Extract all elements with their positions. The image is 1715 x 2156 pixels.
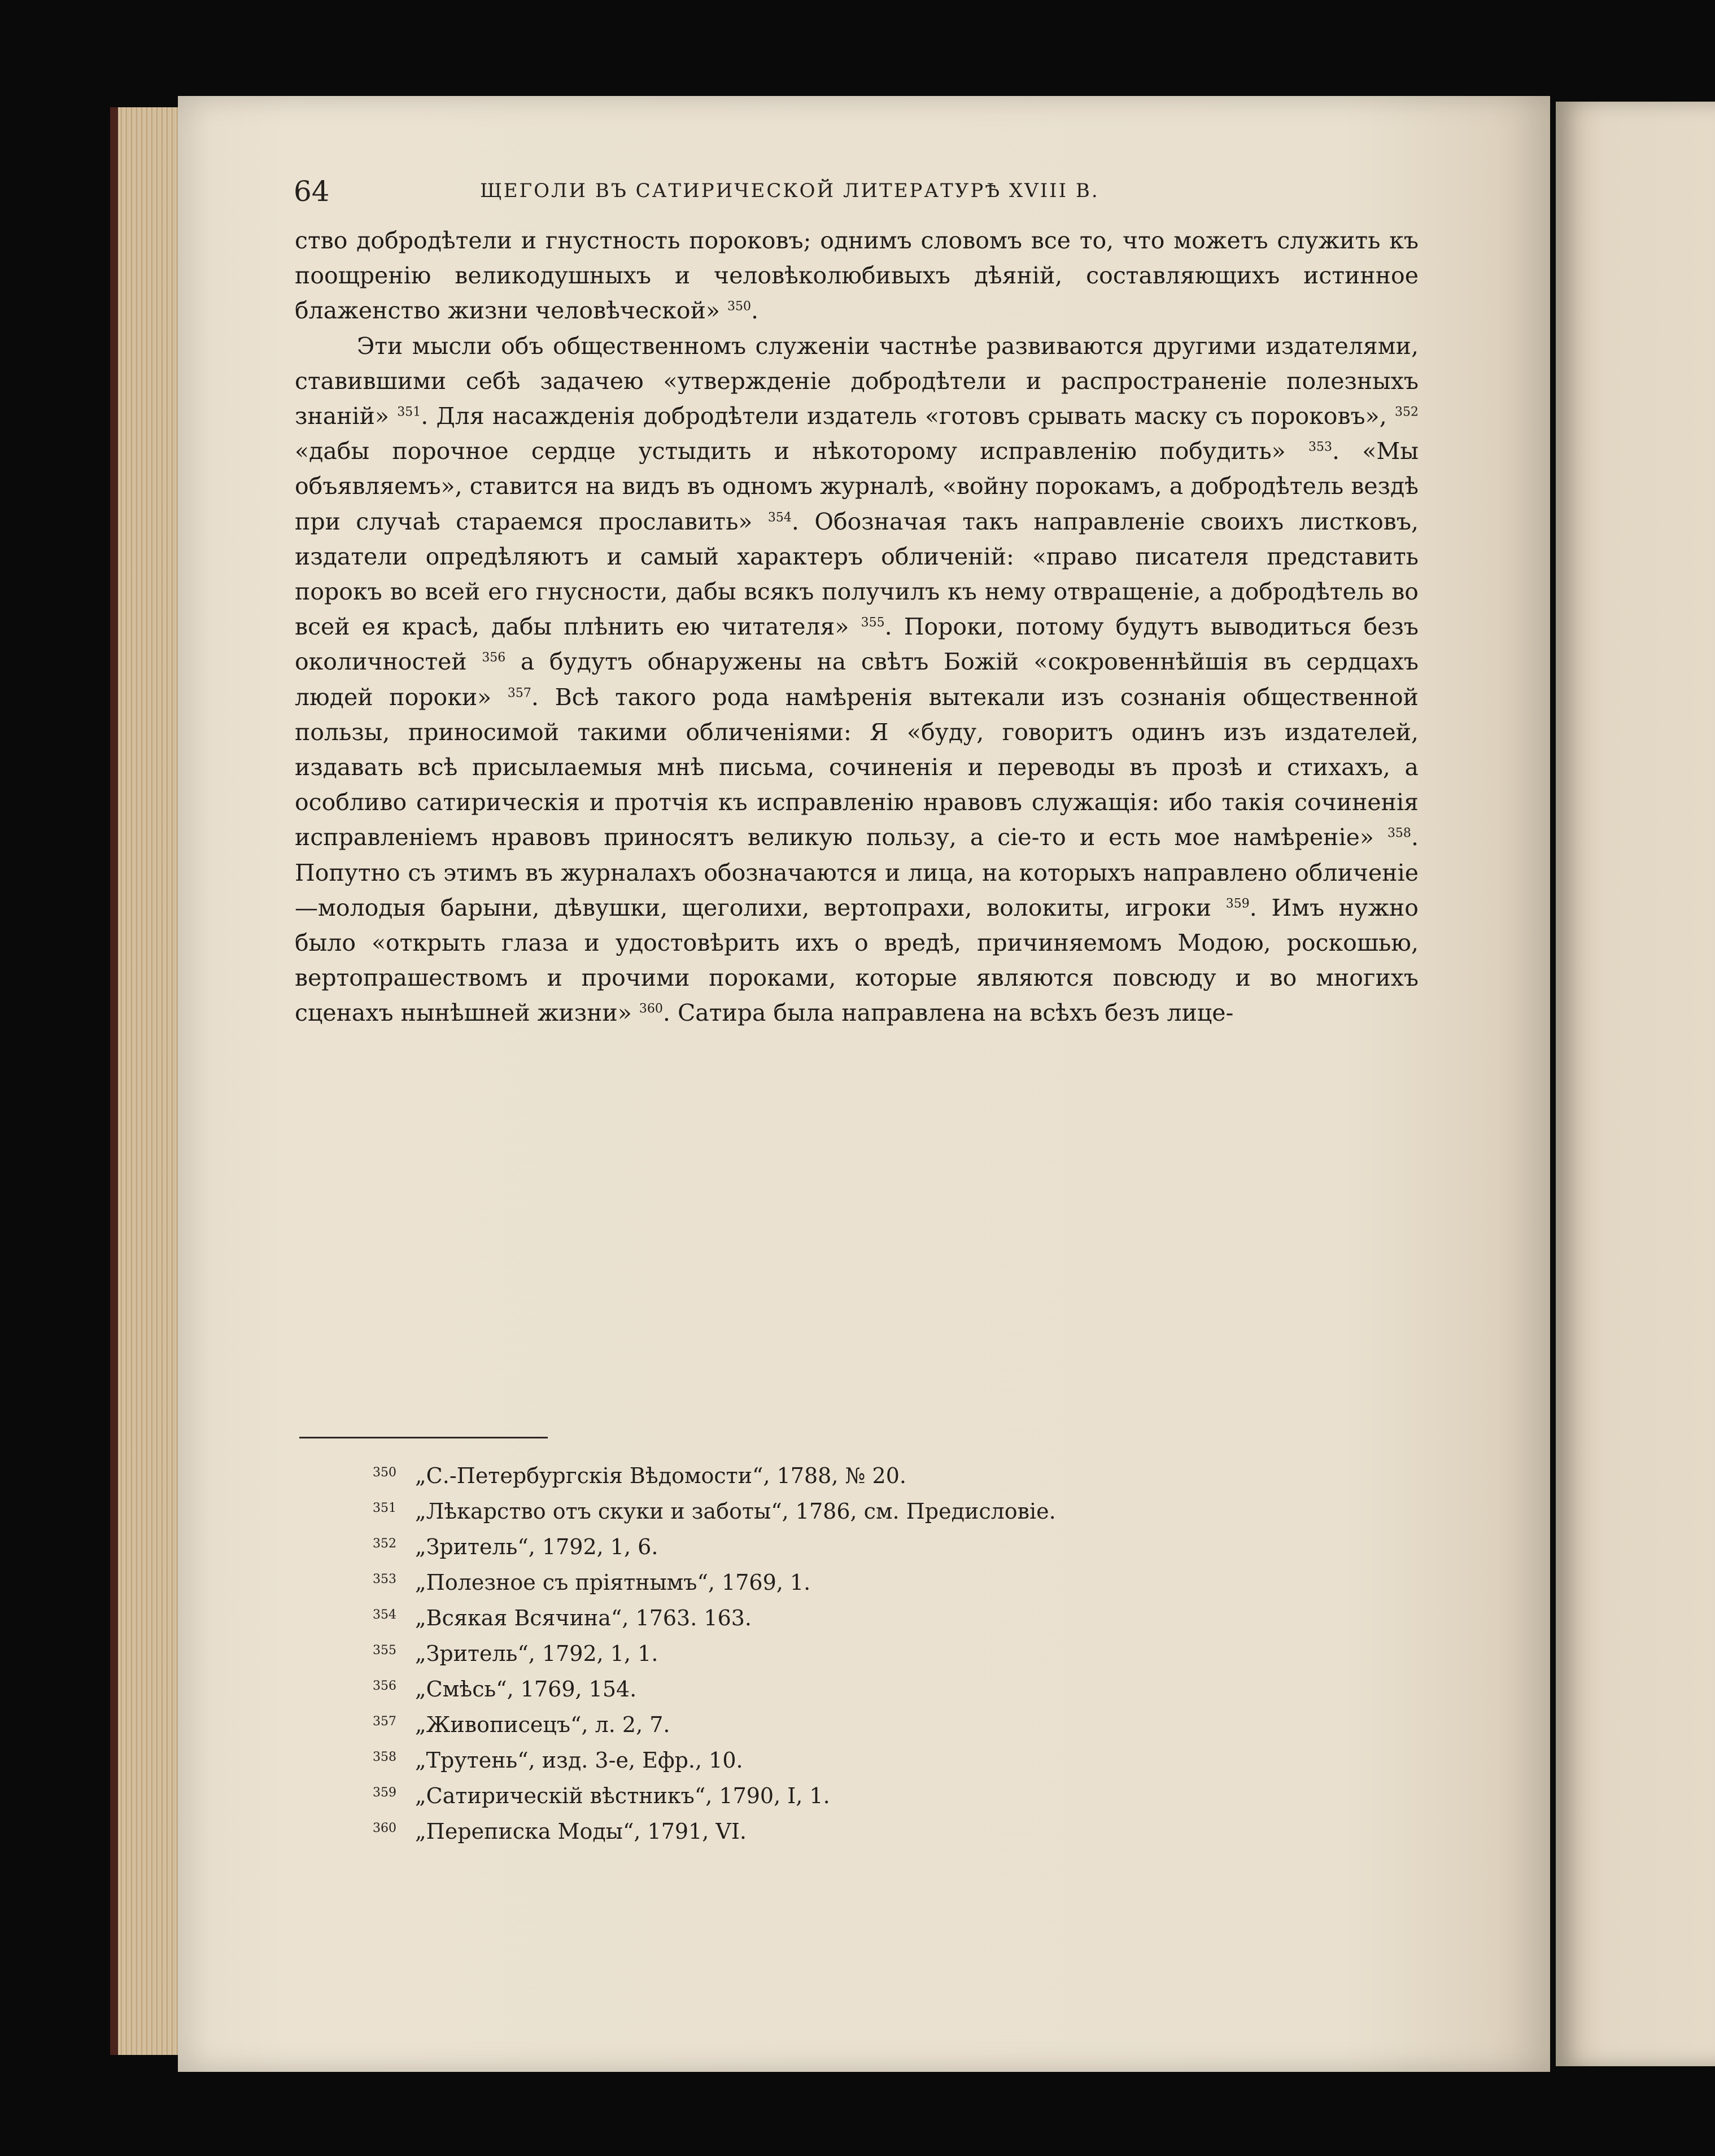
paragraph-text: ство добродѣтели и гнустность пороковъ; однимъ словомъ все то, что можетъ служить къ поощренію великодушныхъ и человѣколюбивыхъ дѣяній, составляющихъ истинное блаженство жизни человѣческой» bbox=[295, 227, 1419, 325]
paragraph-text: . Обозначая такъ направленіе своихъ листковъ, издатели опредѣляютъ и самый характеръ обличеній: «право писателя представить порокъ во всей его гнусности, дабы всякъ получилъ къ нему отвращеніе, а добродѣтель во всей ея красѣ, дабы плѣнить ею читателя» bbox=[295, 508, 1419, 641]
paragraph-text: . Имъ нужно было «открыть глаза и удостовѣрить ихъ о вредѣ, причиняемомъ Модою, роскошью, вертопрашествомъ и прочими пороками, которые являются повсюду и во многихъ сценахъ нынѣшней жизни» bbox=[295, 894, 1419, 1027]
footnote-ref: 356 bbox=[482, 650, 506, 665]
footnote-ref: 357 bbox=[507, 685, 531, 700]
footnote-text: „Лѣкарство отъ скуки и заботы“, 1786, см. Предисловіе. bbox=[415, 1499, 1056, 1524]
footnote-number: 355 bbox=[373, 1643, 396, 1658]
footnote-ref: 358 bbox=[1387, 826, 1411, 841]
footnote-text: „Живописецъ“, л. 2, 7. bbox=[415, 1712, 670, 1737]
paragraph bbox=[295, 329, 1419, 1031]
footnote-number: 351 bbox=[373, 1501, 396, 1515]
facing-page-edge bbox=[1556, 102, 1715, 2066]
paragraph-text: а будутъ обнаружены на свѣтъ Божій «сокровеннѣйшія въ сердцахъ людей пороки» bbox=[295, 648, 1419, 711]
footnote-ref: 359 bbox=[1225, 896, 1250, 911]
footnote-text: „Полезное съ пріятнымъ“, 1769, 1. bbox=[415, 1570, 811, 1595]
running-head: ЩЕГОЛИ ВЪ САТИРИЧЕСКОЙ ЛИТЕРАТУРѢ XVIII В. bbox=[480, 180, 1099, 202]
footnote-number: 356 bbox=[373, 1679, 396, 1693]
footnote-number: 354 bbox=[373, 1608, 396, 1622]
footnote-ref: 353 bbox=[1308, 440, 1332, 454]
body-text bbox=[295, 223, 1419, 1031]
paragraph-text: «дабы порочное сердце устыдить и нѣкоторому исправленію побудить» bbox=[295, 438, 1286, 465]
footnote bbox=[373, 1528, 1220, 1563]
page-header bbox=[294, 175, 1231, 215]
footnote-number: 352 bbox=[373, 1537, 396, 1551]
footnote bbox=[373, 1457, 1220, 1492]
footnotes bbox=[373, 1457, 1220, 1848]
footnote-number: 360 bbox=[373, 1821, 396, 1835]
footnote-ref: 355 bbox=[861, 615, 885, 630]
footnote-number: 357 bbox=[373, 1715, 396, 1729]
footnote bbox=[373, 1812, 1220, 1848]
footnote-rule bbox=[299, 1437, 548, 1438]
footnote-ref: 351 bbox=[397, 405, 421, 419]
footnote-ref: 350 bbox=[727, 299, 752, 314]
footnote-text: „Сатирическій вѣстникъ“, 1790, I, 1. bbox=[415, 1783, 830, 1808]
paragraph-text: . Попутно съ этимъ въ журналахъ обозначаются и лица, на которыхъ направлено обличеніе—молодыя барыни, дѣвушки, щеголихи, вертопрахи, волокиты, игроки bbox=[295, 824, 1419, 921]
paragraph-text: . Всѣ такого рода намѣренія вытекали изъ сознанія общественной пользы, приносимой такими обличеніями: Я «буду, говоритъ одинъ изъ издателей, издавать всѣ присылаемыя мнѣ письма, сочиненія и переводы въ прозѣ и стихахъ, а особливо сатирическія и протчія къ исправленію нравовъ служащія: ибо такія сочиненія исправленіемъ нравовъ приносятъ великую пользу, а сіе-то и есть мое намѣреніе» bbox=[295, 683, 1419, 851]
footnote-text: „Смѣсь“, 1769, 154. bbox=[415, 1677, 637, 1702]
paragraph-text: . «Мы объявляемъ», ставится на видъ въ одномъ журналѣ, «войну порокамъ, а добродѣтель вездѣ при случаѣ стараемся прославить» bbox=[295, 438, 1419, 535]
footnote-number: 359 bbox=[373, 1786, 396, 1800]
paragraph-text: Эти мысли объ общественномъ служеніи частнѣе развиваются другими издателями, ставившими себѣ задачею «утвержденіе добродѣтели и распространеніе полезныхъ знаній» bbox=[295, 332, 1419, 430]
footnote bbox=[373, 1705, 1220, 1741]
footnote-text: „С.-Петербургскія Вѣдомости“, 1788, № 20. bbox=[415, 1463, 906, 1488]
footnote-text: „Трутень“, изд. 3-е, Ефр., 10. bbox=[415, 1748, 743, 1773]
footnote-text: „Зритель“, 1792, 1, 6. bbox=[415, 1534, 658, 1559]
footnote bbox=[373, 1634, 1220, 1670]
paragraph-text: . Сатира была направлена на всѣхъ безъ лице- bbox=[662, 999, 1234, 1027]
footnote-number: 350 bbox=[373, 1466, 396, 1480]
page-number: 64 bbox=[294, 175, 330, 208]
footnote bbox=[373, 1492, 1220, 1528]
paragraph-text: . bbox=[751, 297, 759, 325]
paragraph-text: . Пороки, потому будутъ выводиться безъ околичностей bbox=[295, 613, 1419, 676]
footnote-text: „Зритель“, 1792, 1, 1. bbox=[415, 1641, 658, 1666]
footnote bbox=[373, 1670, 1220, 1705]
footnote-text: „Переписка Моды“, 1791, VI. bbox=[415, 1819, 747, 1844]
footnote bbox=[373, 1563, 1220, 1599]
footnote-number: 358 bbox=[373, 1750, 396, 1764]
footnote-ref: 352 bbox=[1394, 405, 1419, 419]
paragraph-text: . Для насажденія добродѣтели издатель «готовъ срывать маску съ пороковъ», bbox=[421, 403, 1387, 430]
page-edges bbox=[110, 107, 178, 2055]
footnote bbox=[373, 1741, 1220, 1777]
paragraph bbox=[295, 223, 1419, 329]
footnote bbox=[373, 1777, 1220, 1812]
footnote-text: „Всякая Всячина“, 1763. 163. bbox=[415, 1606, 752, 1630]
footnote bbox=[373, 1599, 1220, 1634]
footnote-number: 353 bbox=[373, 1572, 396, 1586]
footnote-ref: 360 bbox=[639, 1002, 663, 1016]
footnote-ref: 354 bbox=[767, 510, 792, 524]
